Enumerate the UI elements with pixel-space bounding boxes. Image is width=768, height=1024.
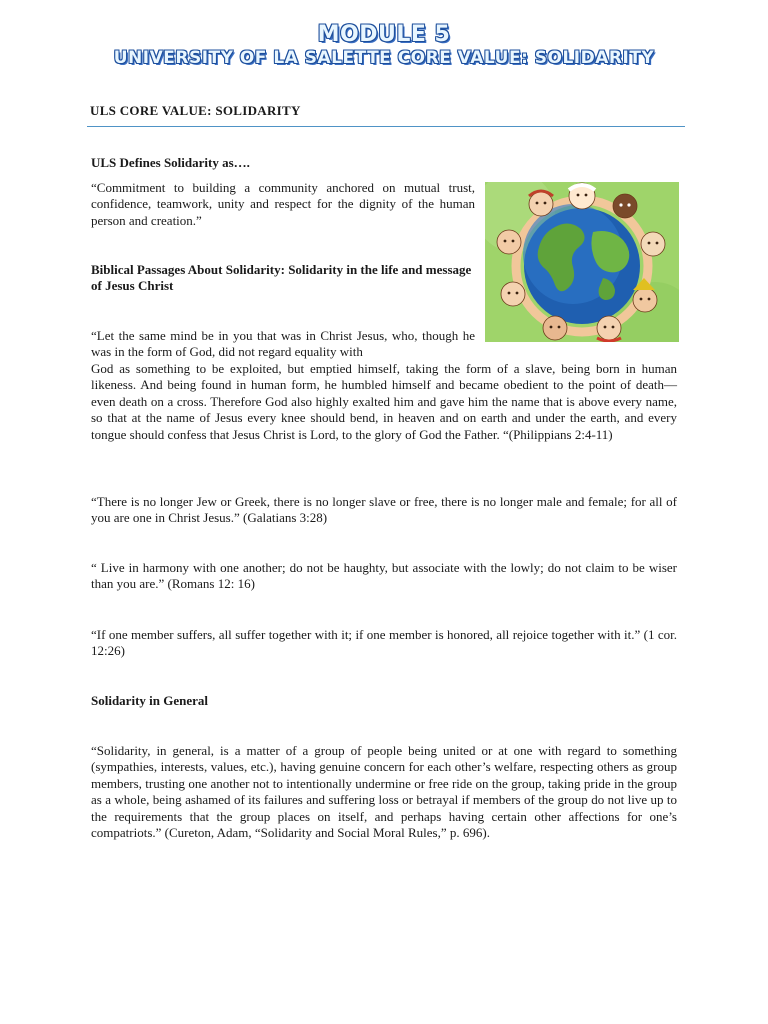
biblical-heading: Biblical Passages About Solidarity: Solidarity in the life and message of Jesus Christ — [91, 262, 472, 294]
philippians-quote-part1: “Let the same mind be in you that was in Christ Jesus, who, though he was in the form of God, did not regard equality with — [91, 328, 475, 360]
general-heading: Solidarity in General — [91, 693, 208, 708]
philippians-quote-part2: God as something to be exploited, but emptied himself, taking the form of a slave, being born in human likeness. And being found in human form, he humbled himself and became obedient to the point of death— even death on a cross. Therefore God also highly exalted him and gave him the name that is above every name, so that at the name of Jesus every knee should bend, in heaven and on earth and under the earth, and every tongue should confess that Jesus Christ is Lord, to the glory of God the Father. “(Philippians 2:4-11) — [91, 361, 677, 442]
section-heading-rule — [87, 104, 685, 127]
corinthians-quote: “If one member suffers, all suffer together with it; if one member is honored, all rejoice together with it.” (1 cor. 12:26) — [91, 627, 677, 659]
module-title: MODULE 5 — [317, 22, 451, 47]
children-around-globe-icon — [485, 182, 679, 342]
galatians-quote: “There is no longer Jew or Greek, there is no longer slave or free, there is no longer male and female; for all of you are one in Christ Jesus.” (Galatians 3:28) — [91, 494, 677, 526]
define-quote: “Commitment to building a community anchored on mutual trust, confidence, teamwork, unity and respect for the dignity of the human person and creation.” — [91, 180, 475, 228]
romans-quote: “ Live in harmony with one another; do not be haughty, but associate with the lowly; do not claim to be wiser than you are.” (Romans 12: 16) — [91, 560, 677, 592]
section-heading: ULS CORE VALUE: SOLIDARITY — [90, 103, 301, 118]
module-subtitle: UNIVERSITY OF LA SALETTE CORE VALUE: SOLIDARITY — [113, 48, 655, 68]
define-heading: ULS Defines Solidarity as…. — [91, 155, 250, 170]
general-quote: “Solidarity, in general, is a matter of a group of people being united or at one with regard to something (sympathies, interests, values, etc.), having genuine concern for each other’s welfare, respecting others as group members, trusting one another not to intentionally undermine or free ride on the group, taking pride in the group as a whole, being ashamed of its failures and suffering loss or betrayal if members of the group do not live up to the requirements that the group places on itself, and perhaps having certain other affections for one’s compatriots.” (Cureton, Adam, “Solidarity and Social Moral Rules,” p. 696). — [91, 743, 677, 841]
